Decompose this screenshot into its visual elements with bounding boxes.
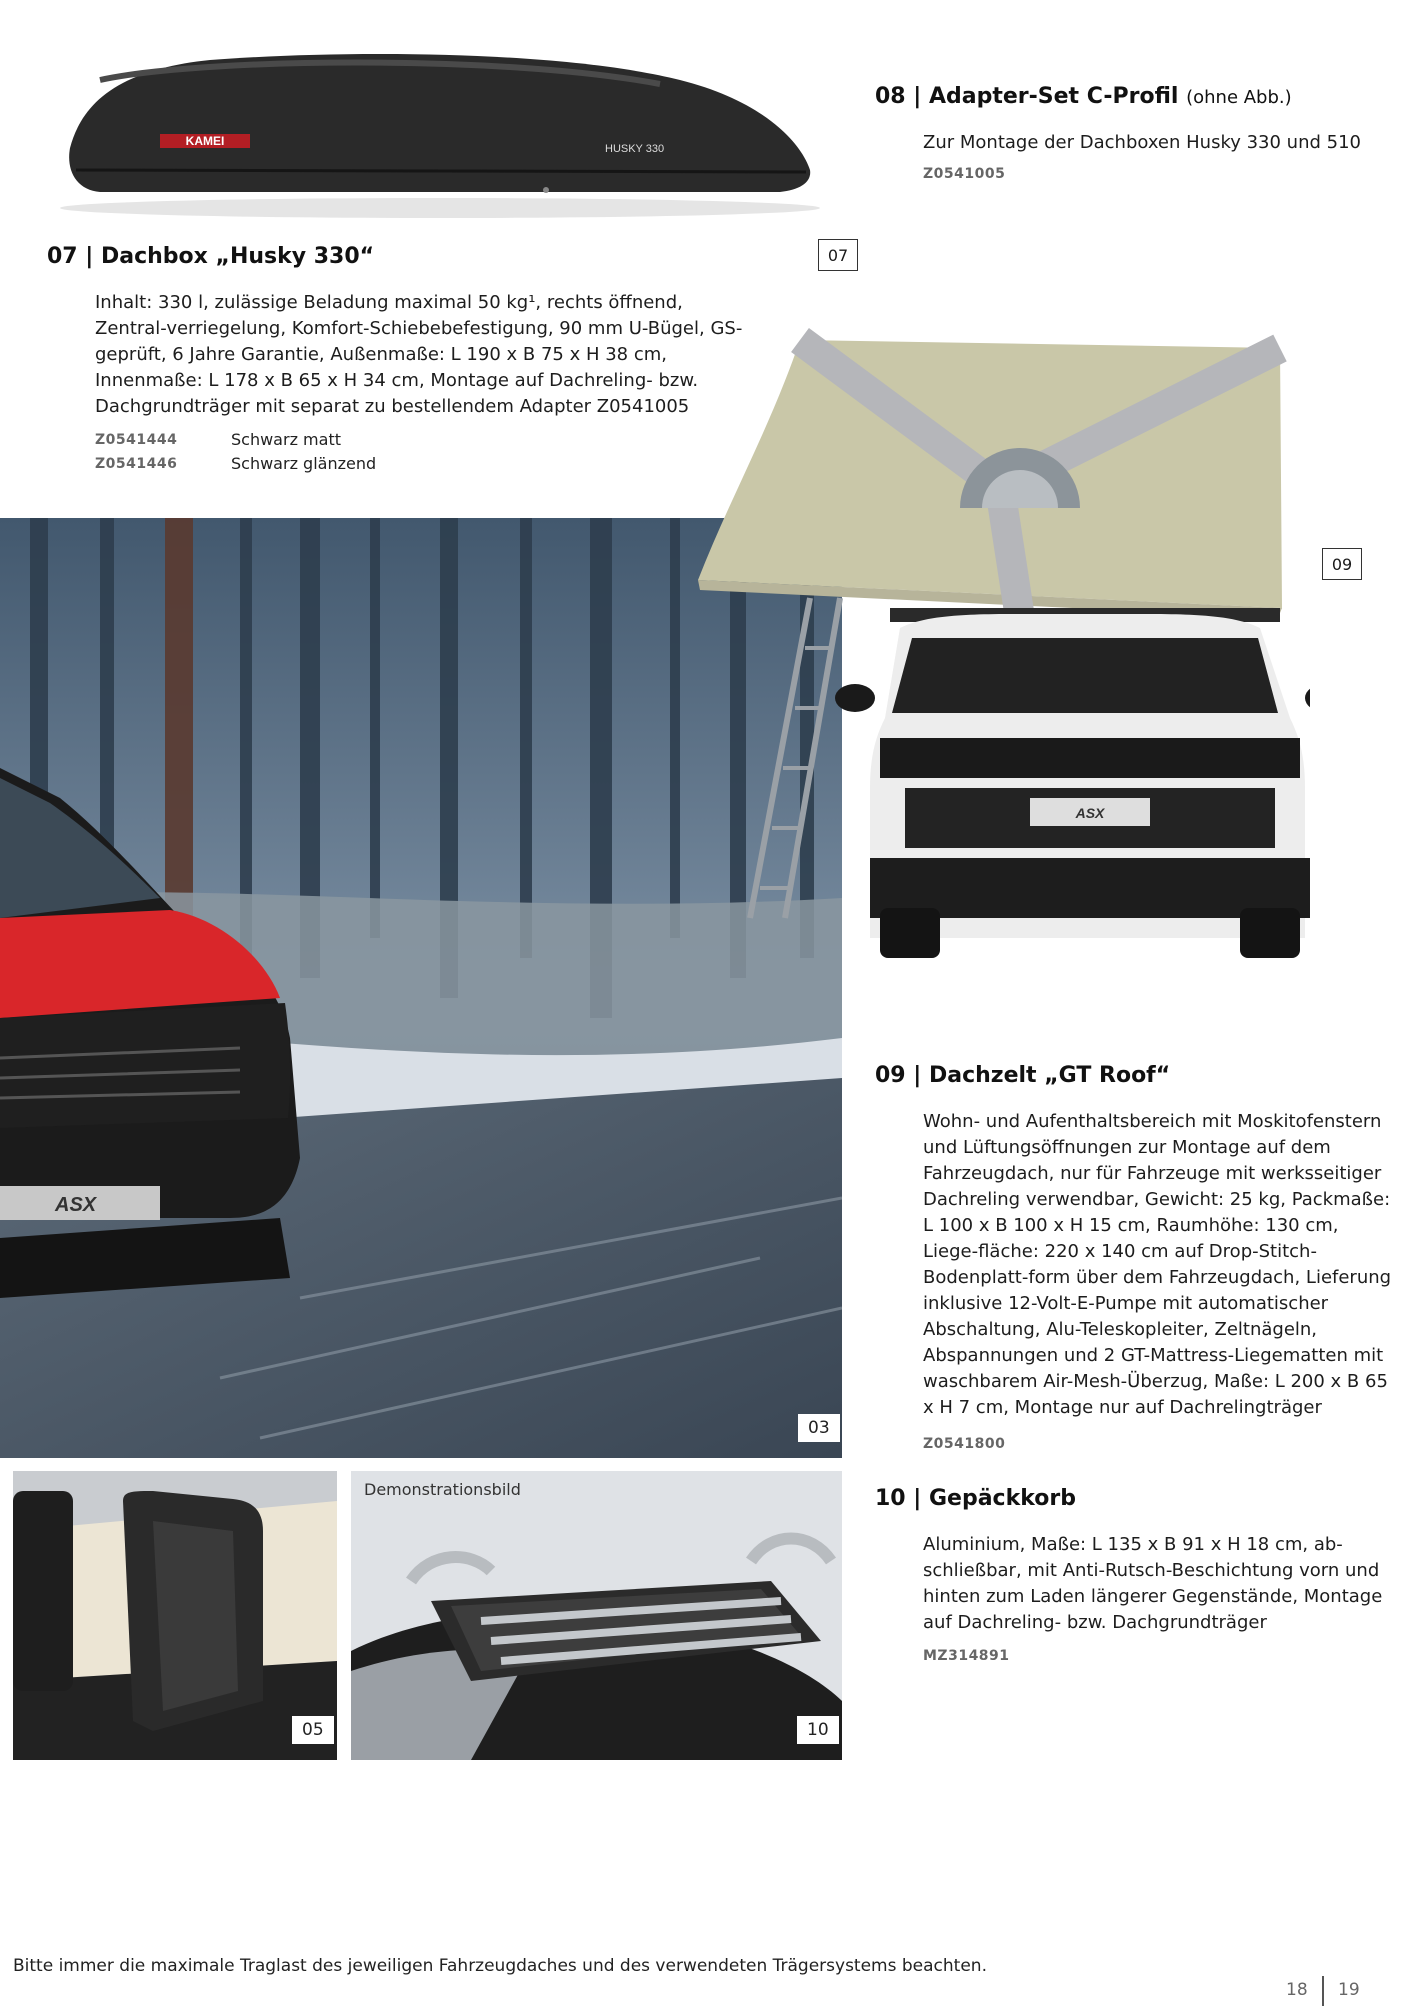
- item-07-heading: 07 | Dachbox „Husky 330“: [47, 244, 375, 269]
- box-brand-text: KAMEI: [185, 134, 225, 148]
- variant-row: [95, 452, 495, 476]
- page-number-right: 19: [1338, 1980, 1360, 2000]
- roof-box-image: [40, 40, 830, 220]
- variant-code: Z0541444: [95, 432, 178, 448]
- roof-rack-photo: [351, 1471, 842, 1760]
- item-09-description: Wohn- und Aufenthaltsbereich mit Moskitofenstern und Lüftungsöffnungen zur Montage auf dem Fahrzeugdach, nur für Fahrzeuge mit werksseitiger Dachreling verwendbar, Gewicht: 25 kg, Packmaße: L 100 x B 100 x H 15 cm, Raumhöhe: 130 cm, Liege-fläche: 220 x 140 cm auf Drop-Stitch-Bodenplatt-form über dem Fahrzeugdach, Lieferung inklusive 12-Volt-E-Pumpe mit automatischer Abschaltung, Alu-Teleskopleiter, Zeltnägeln, Abspannungen und 2 GT-Mattress-Liegematten mit waschbarem Air-Mesh-Überzug, Maße: L 200 x B 65 x H 7 cm, Montage nur auf Dachrelingträger: [923, 1111, 1392, 1418]
- item-09-code: Z0541800: [923, 1436, 1006, 1452]
- main-photo-label: 03: [798, 1414, 840, 1442]
- item-10-description: Aluminium, Maße: L 135 x B 91 x H 18 cm, ab-schließbar, mit Anti-Rutsch-Beschichtung vorn und hinten zum Laden längerer Gegenstände, Montage auf Dachreling- bzw. Dachgrundträger: [923, 1534, 1383, 1633]
- page-divider: [1322, 1976, 1324, 2006]
- box-model-text: HUSKY 330: [605, 143, 665, 155]
- variant-row: [95, 428, 495, 452]
- rack-photo-label: 10: [797, 1716, 839, 1744]
- cargo-bed-photo: [13, 1471, 337, 1760]
- item-10-code: MZ314891: [923, 1648, 1010, 1664]
- roof-tent-image: [690, 318, 1310, 968]
- rack-demo-caption: Demonstrationsbild: [364, 1480, 521, 1499]
- footer-note: Bitte immer die maximale Traglast des jeweiligen Fahrzeugdaches und des verwendeten Trägersystems beachten.: [13, 1956, 987, 1976]
- item-07-variants: [95, 428, 495, 476]
- tent-car-badge: ASX: [1075, 805, 1105, 821]
- item-08-title: 08 | Adapter-Set C-Profil: [875, 84, 1179, 109]
- bed-photo-label: 05: [292, 1716, 334, 1744]
- variant-code: Z0541446: [95, 456, 178, 472]
- item-08-code: Z0541005: [923, 166, 1006, 182]
- item-09-badge: 09: [1322, 548, 1362, 580]
- item-07-badge: 07: [818, 239, 858, 271]
- item-08-description: Zur Montage der Dachboxen Husky 330 und 510: [923, 132, 1362, 153]
- item-09-heading: 09 | Dachzelt „GT Roof“: [875, 1063, 1171, 1088]
- main-car-badge: ASX: [55, 1194, 97, 1216]
- item-07-description: Inhalt: 330 l, zulässige Beladung maximal 50 kg¹, rechts öffnend, Zentral-verriegelung, Komfort-Schiebebefestigung, 90 mm U-Bügel, GS-geprüft, 6 Jahre Garantie, Außenmaße: L 190 x B 75 x H 38 cm, Innenmaße: L 178 x B 65 x H 34 cm, Montage auf Dachreling- bzw. Dachgrundträger mit separat zu bestellendem Adapter Z0541005: [95, 292, 743, 417]
- item-08-heading: [875, 84, 1292, 109]
- item-10-heading: 10 | Gepäckkorb: [875, 1486, 1076, 1511]
- variant-name: Schwarz glänzend: [231, 454, 377, 473]
- page-number-left: 18: [1286, 1980, 1308, 2000]
- item-08-suffix: (ohne Abb.): [1186, 87, 1292, 108]
- variant-name: Schwarz matt: [231, 430, 341, 449]
